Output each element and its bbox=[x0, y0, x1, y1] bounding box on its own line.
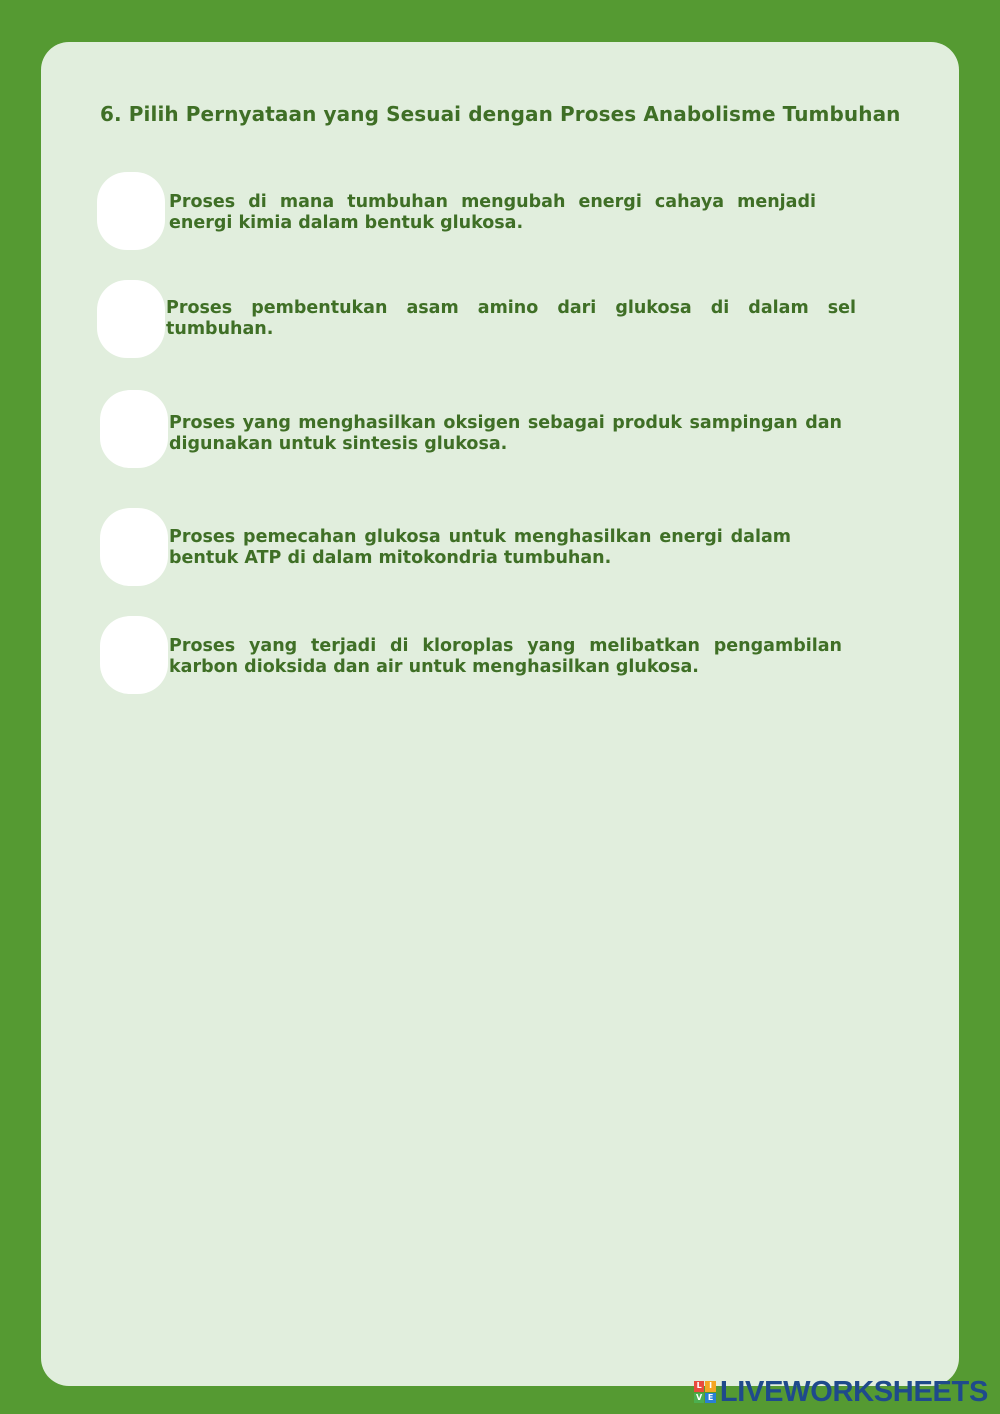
worksheet-panel bbox=[41, 42, 959, 1386]
option-checkbox[interactable] bbox=[100, 390, 168, 468]
brand-name: LIVEWORKSHEETS bbox=[719, 1376, 988, 1408]
option-checkbox[interactable] bbox=[97, 172, 165, 250]
option-text: Proses pemecahan glukosa untuk menghasilkan energi dalam bentuk ATP di dalam mitokondria tumbuhan. bbox=[169, 527, 791, 568]
option-text: Proses di mana tumbuhan mengubah energi cahaya menjadi energi kimia dalam bentuk glukosa. bbox=[169, 192, 816, 233]
liveworksheets-logo-icon bbox=[694, 1381, 716, 1403]
logo-letter-i: I bbox=[705, 1381, 716, 1392]
option-checkbox[interactable] bbox=[100, 508, 168, 586]
question-title: 6. Pilih Pernyataan yang Sesuai dengan Proses Anabolisme Tumbuhan bbox=[100, 102, 901, 126]
logo-letter-l: L bbox=[694, 1381, 705, 1392]
option-checkbox[interactable] bbox=[100, 616, 168, 694]
logo-letter-v: V bbox=[694, 1393, 705, 1404]
option-text: Proses yang menghasilkan oksigen sebagai produk sampingan dan digunakan untuk sintesis glukosa. bbox=[169, 413, 842, 454]
option-text: Proses pembentukan asam amino dari glukosa di dalam sel tumbuhan. bbox=[166, 298, 856, 339]
logo-letter-e: E bbox=[705, 1393, 716, 1404]
option-checkbox[interactable] bbox=[97, 280, 165, 358]
liveworksheets-brand[interactable] bbox=[694, 1378, 988, 1406]
option-text: Proses yang terjadi di kloroplas yang melibatkan pengambilan karbon dioksida dan air untuk menghasilkan glukosa. bbox=[169, 636, 842, 677]
